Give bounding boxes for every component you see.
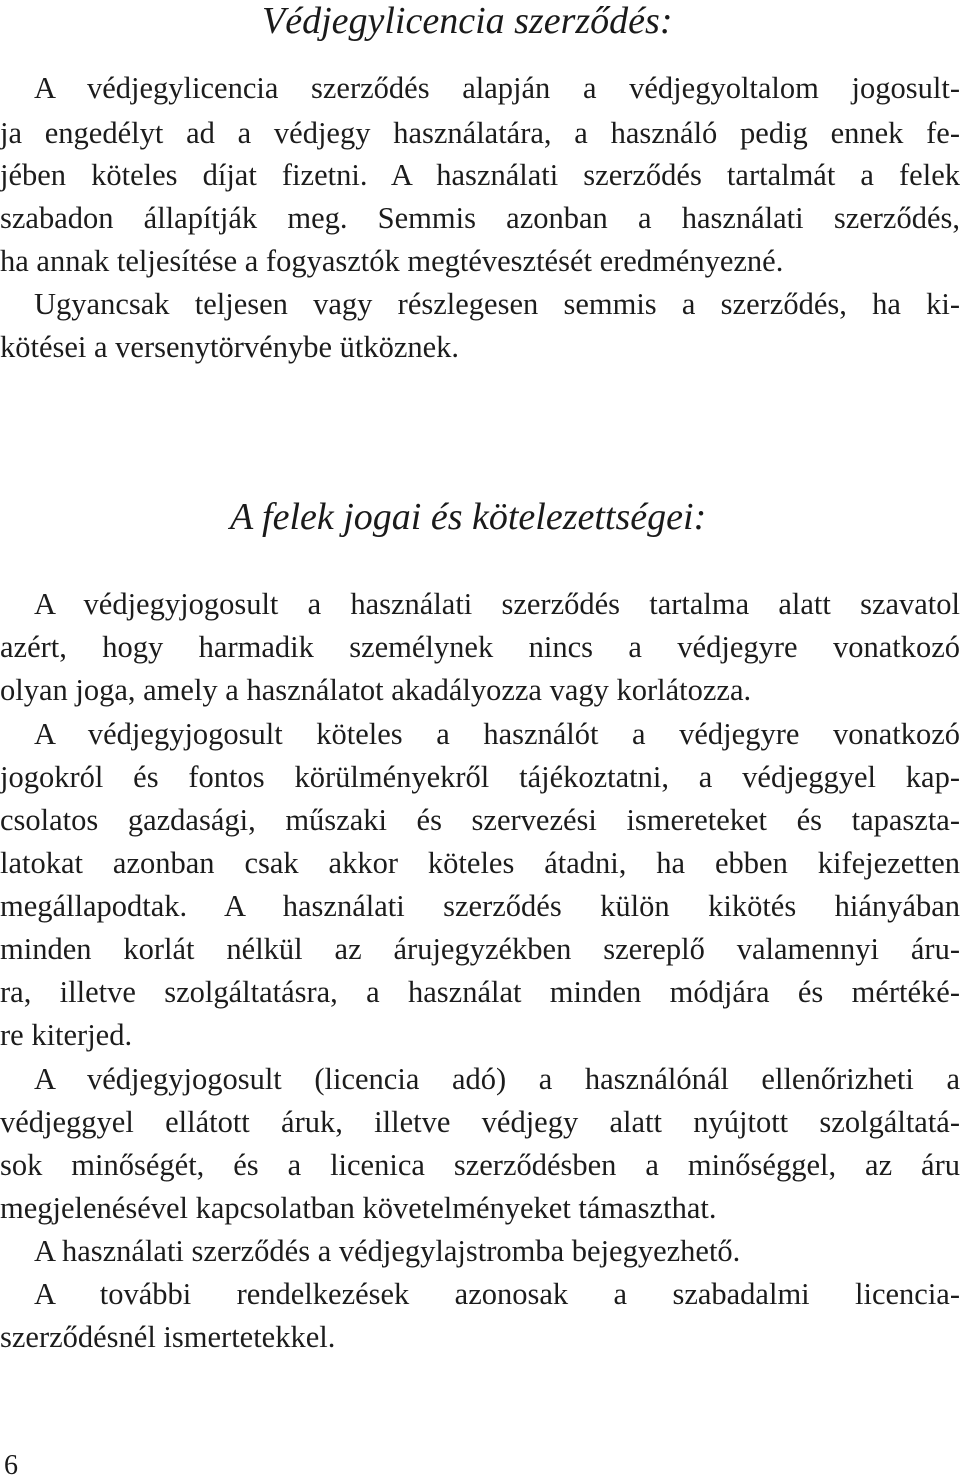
paragraph-line: megállapodtak. A használati szerződés külön kikötés hiányában (0, 889, 960, 923)
paragraph-line: ja engedélyt ad a védjegy használatára, a használó pedig ennek fe- (0, 116, 960, 150)
paragraph-line: latokat azonban csak akkor köteles átadni, ha ebben kifejezetten (0, 846, 960, 880)
paragraph-line: szerződésnél ismertetekkel. (0, 1320, 336, 1354)
paragraph-line: A védjegyjogosult a használati szerződés tartalma alatt szavatol (34, 587, 960, 621)
section-title-rights-obligations: A felek jogai és kötelezettségei: (230, 496, 707, 538)
paragraph-line: csolatos gazdasági, műszaki és szervezési ismereteket és tapaszta- (0, 803, 960, 837)
paragraph-line: A használati szerződés a védjegylajstromba bejegyezhető. (34, 1234, 741, 1268)
paragraph-line: megjelenésével kapcsolatban követelményeket támaszthat. (0, 1191, 717, 1225)
paragraph-line: A további rendelkezések azonosak a szabadalmi licencia- (34, 1277, 960, 1311)
paragraph-line: minden korlát nélkül az árujegyzékben szereplő valamennyi áru- (0, 932, 960, 966)
paragraph-line: kötései a versenytörvénybe ütköznek. (0, 330, 460, 364)
paragraph-line: olyan joga, amely a használatot akadályozza vagy korlátozza. (0, 673, 752, 707)
paragraph-line: ha annak teljesítése a fogyasztók megtévesztését eredményezné. (0, 244, 784, 278)
paragraph-line: szabadon állapítják meg. Semmis azonban a használati szerződés, (0, 201, 960, 235)
paragraph-line: re kiterjed. (0, 1018, 133, 1052)
paragraph-line: ra, illetve szolgáltatásra, a használat minden módjára és mértéké- (0, 975, 960, 1009)
paragraph-line: azért, hogy harmadik személynek nincs a védjegyre vonatkozó (0, 630, 960, 664)
paragraph-line: jében köteles díjat fizetni. A használati szerződés tartalmát a felek (0, 158, 960, 192)
paragraph-line: védjeggyel ellátott áruk, illetve védjegy alatt nyújtott szolgáltatá- (0, 1105, 960, 1139)
paragraph-line: A védjegylicencia szerződés alapján a védjegyoltalom jogosult- (34, 71, 960, 105)
paragraph-line: A védjegyjogosult köteles a használót a védjegyre vonatkozó (34, 717, 960, 751)
section-title-trademark-license: Védjegylicencia szerződés: (262, 0, 673, 42)
paragraph-line: A védjegyjogosult (licencia adó) a használónál ellenőrizheti a (34, 1062, 960, 1096)
paragraph-line: sok minőségét, és a licenica szerződésben a minőséggel, az áru (0, 1148, 960, 1182)
paragraph-line: Ugyancsak teljesen vagy részlegesen semmis a szerződés, ha ki- (34, 287, 960, 321)
paragraph-line: jogokról és fontos körülményekről tájékoztatni, a védjeggyel kap- (0, 760, 960, 794)
page-number: 6 (4, 1450, 18, 1481)
